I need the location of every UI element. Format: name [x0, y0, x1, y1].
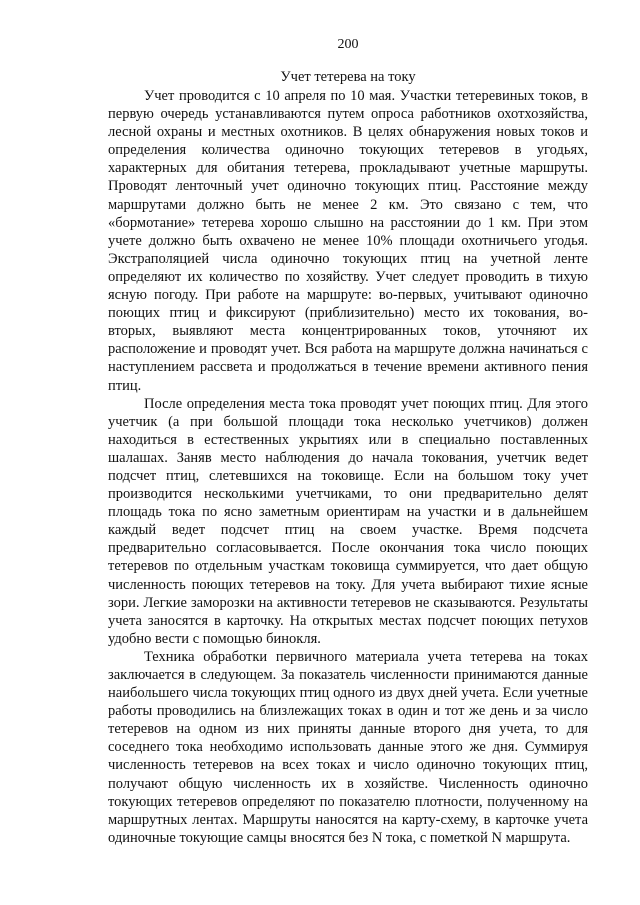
paragraph-1: Учет проводится с 10 апреля по 10 мая. Участки тетеревиных токов, в первую очередь устанавливаются путем опроса работников охотхозяйства, лесной охраны и местных охотников. В целях обнаружения новых токов и определения количества одиночно токующих тетеревов в угодьях, характерных для обитания тетерева, прокладывают учетные маршруты. Проводят ленточный учет одиночно токующих птиц. Расстояние между маршрутами должно быть не менее 2 км. Это связано с тем, что «бормотание» тетерева хорошо слышно на расстоянии до 1 км. При этом учете должно быть охвачено не менее 10% площади охотничьего угодья. Экстраполяцией числа одиночно токующих птиц на учетной ленте определяют их количество по хозяйству. Учет следует проводить в тихую ясную погоду. При работе на маршруте: во-первых, учитывают одиночно поющих птиц и фиксируют (приблизительно) место их токования, во-вторых, выявляют места концентрированных токов, уточняют их расположение и проводят учет. Вся работа на маршруте должна начинаться с наступлением рассвета и продолжаться в течение времени активного пения птиц. [108, 88, 588, 394]
paragraph-3: Техника обработки первичного материала учета тетерева на токах заключается в следующем. За показатель численности принимаются данные наибольшего числа токующих птиц одного из двух дней учета. Если учетные работы проводились на близлежащих токах в один и тот же день и за число тетеревов на одном из них приняты данные второго дня учета, то для соседнего тока необходимо использовать данные этого же дня. Суммируя численность тетеревов на всех токах и число одиночно токующих птиц, получают общую численность их в хозяйстве. Численность одиночно токующих тетеревов определяют по показателю плотности, полученному на маршрутных лентах. Маршруты наносятся на карту-схему, в карточке учета одиночные токующие самцы вносятся без N тока, с пометкой N маршрута. [108, 648, 588, 846]
page-number: 200 [337, 37, 359, 52]
section-heading: Учет тетерева на току [280, 69, 416, 85]
paragraph-2: После определения места тока проводят учет поющих птиц. Для этого учетчик (а при большой площади тока несколько учетчиков) должен находиться в естественных укрытиях или в специально поставленных шалашах. Заняв место наблюдения до начала токования, учетчик ведет подсчет птиц, слетевшихся на токовище. Если на большом току учет производится несколькими учетчиками, то они предварительно делят площадь тока по ясно заметным ориентирам на участки и в дальнейшем каждый ведет подсчет птиц на своем участке. Время подсчета предварительно согласовывается. После окончания тока число поющих тетеревов по отдельным участкам токовища суммируется, что дает общую численность поющих тетеревов на току. Для учета выбирают тихие ясные зори. Легкие заморозки на активности тетеревов не сказываются. Результаты учета заносятся в карточку. На открытых местах подсчет поющих петухов удобно вести с помощью бинокля. [108, 395, 588, 647]
